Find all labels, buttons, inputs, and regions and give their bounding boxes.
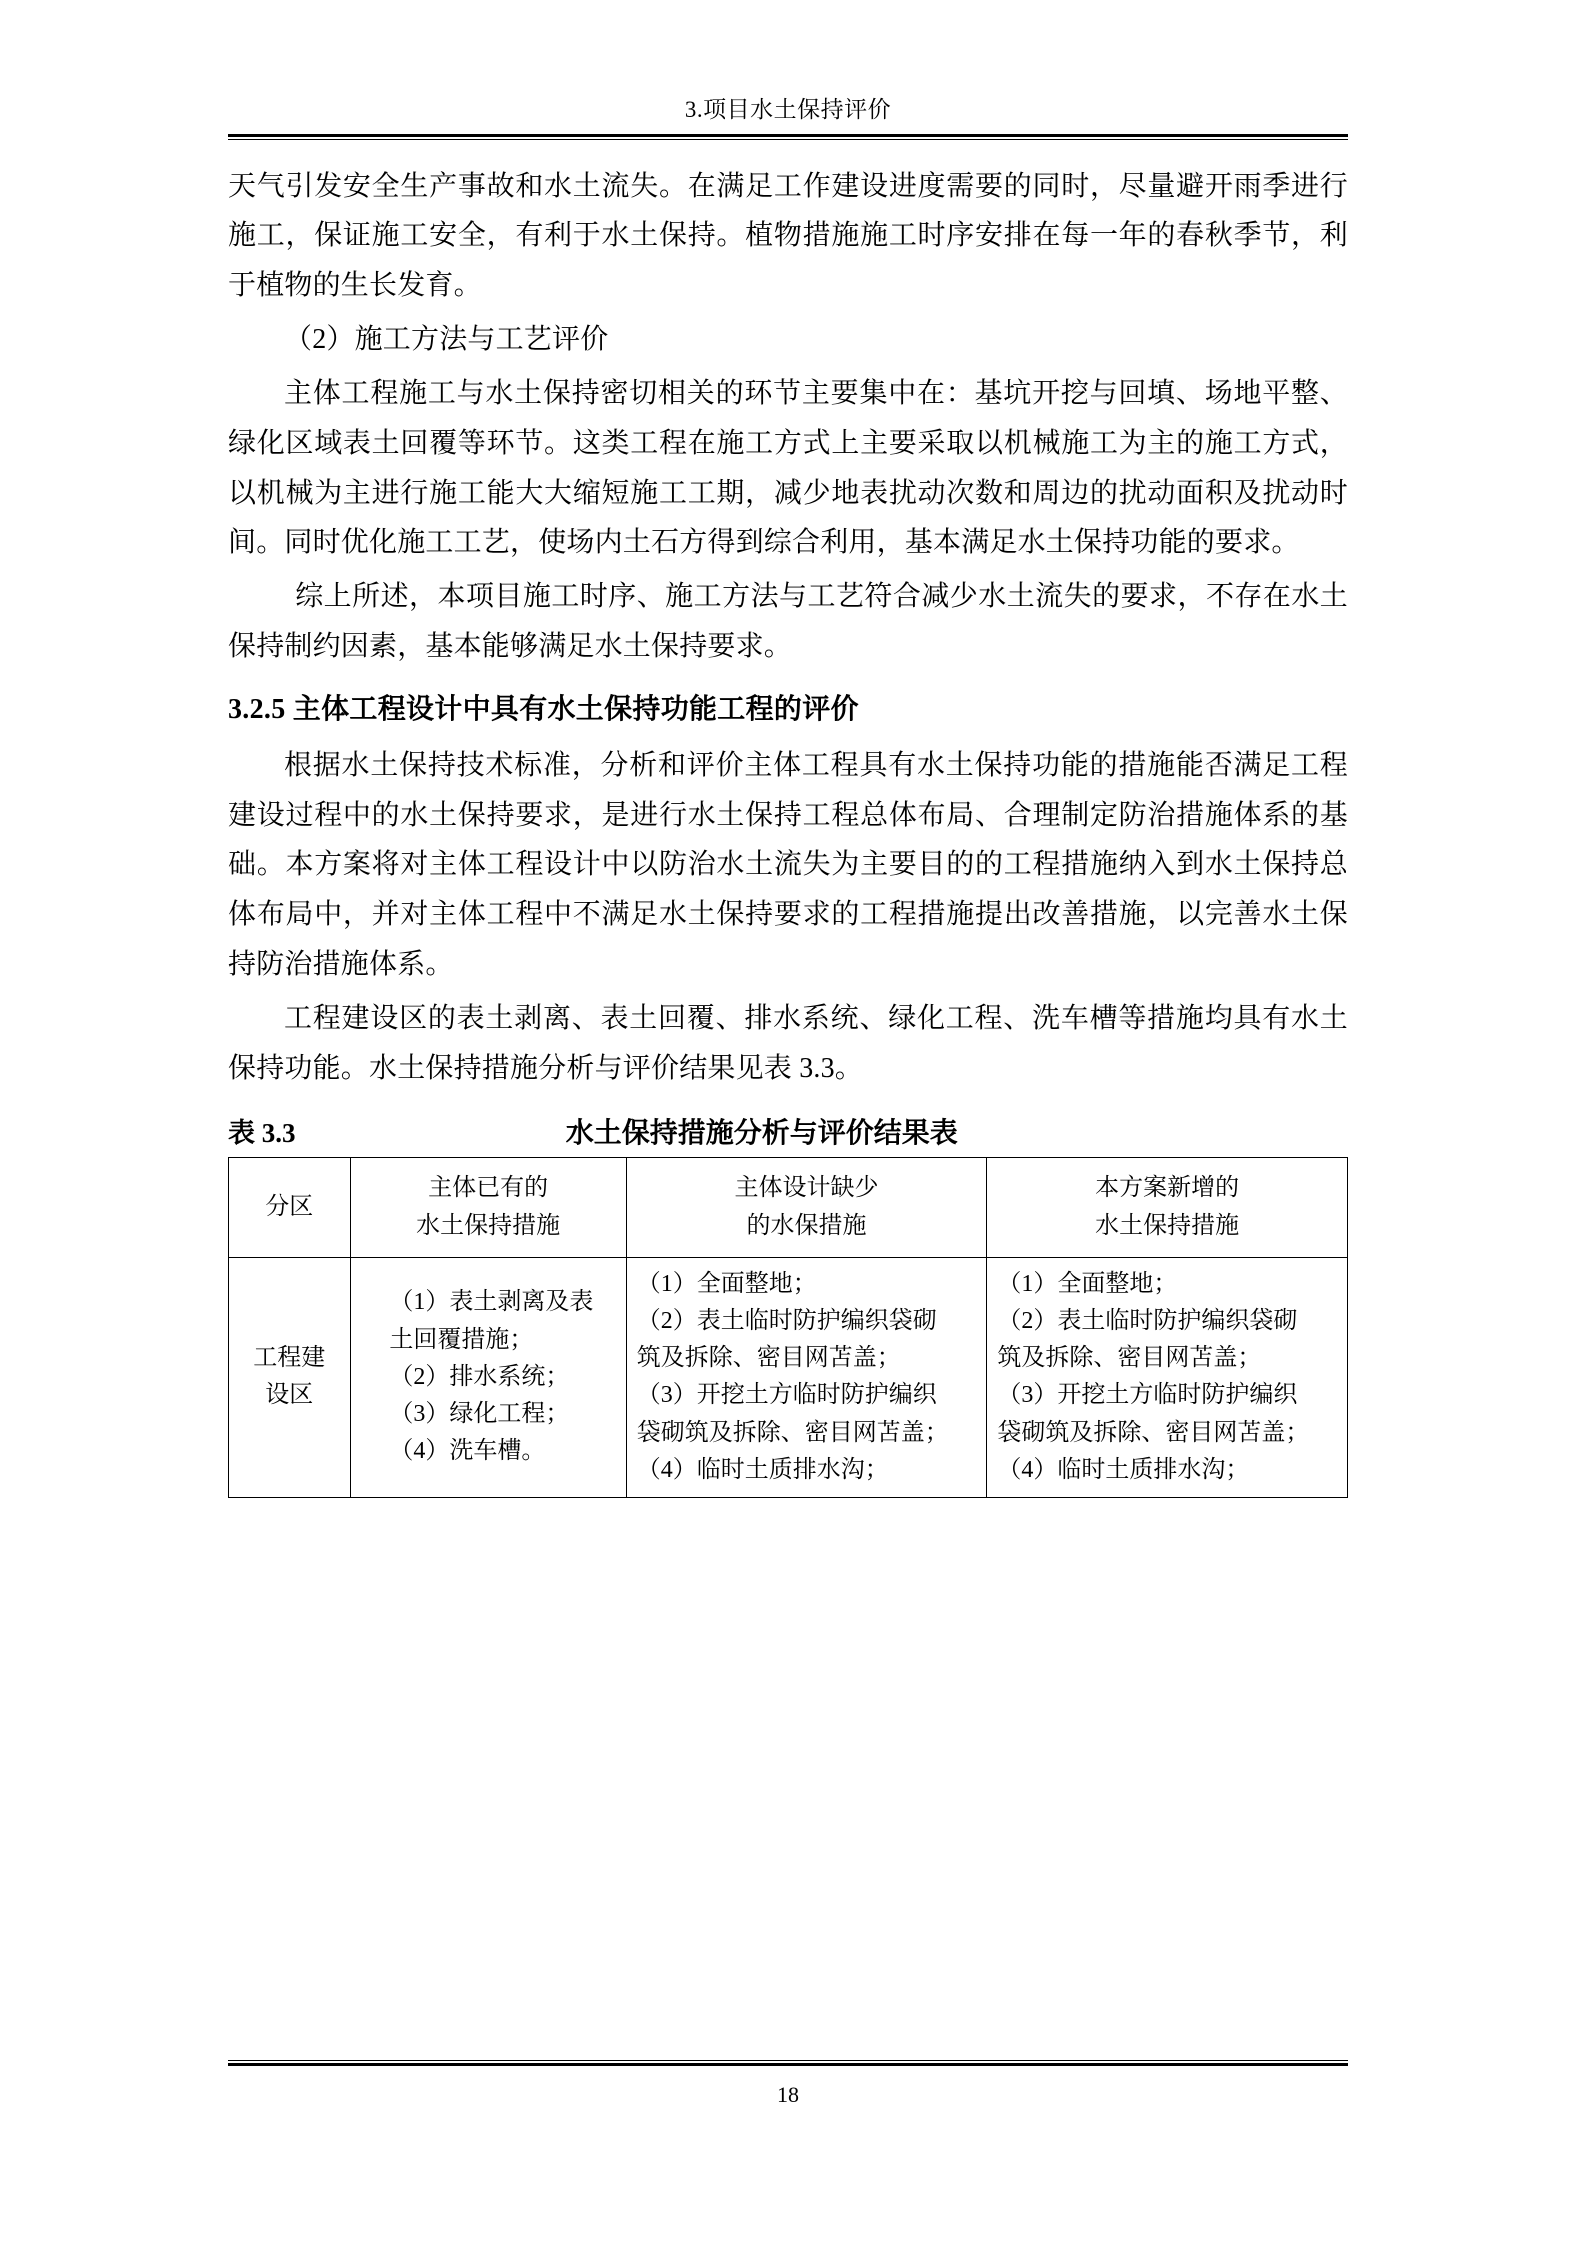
list-item: 袋砌筑及拆除、密目网苫盖； bbox=[636, 1419, 949, 1446]
table-caption bbox=[228, 1111, 1348, 1151]
zone-line-2: 设区 bbox=[265, 1382, 314, 1409]
header-line-1: 主体设计缺少 bbox=[734, 1175, 879, 1202]
table-caption-label: 表 3.3 bbox=[228, 1118, 296, 1149]
header-line-2: 水土保持措施 bbox=[1095, 1212, 1240, 1239]
paragraph-5: 根据水土保持技术标准，分析和评价主体工程具有水土保持功能的措施能否满足工程建设过程中的水土保持要求，是进行水土保持工程总体布局、合理制定防治措施体系的基础。本方案将对主体工程设计中以防治水土流失为主要目的的工程措施纳入到水土保持总体布局中，并对主体工程中不满足水土保持要求的工程措施提出改善措施，以完善水土保持防治措施体系。 bbox=[228, 749, 1348, 980]
list-item: 筑及拆除、密目网苫盖； bbox=[636, 1345, 901, 1372]
section-heading-3-2-5: 3.2.5 主体工程设计中具有水土保持功能工程的评价 bbox=[228, 693, 859, 725]
zone-line-1: 工程建 bbox=[253, 1345, 326, 1372]
paragraph-1: 天气引发安全生产事故和水土流失。在满足工作建设进度需要的同时，尽量避开雨季进行施工，保证施工安全，有利于水土保持。植物措施施工时序安排在每一年的春秋季节，利于植物的生长发育。 bbox=[228, 170, 1348, 302]
paragraph-3: 主体工程施工与水土保持密切相关的环节主要集中在：基坑开挖与回填、场地平整、绿化区域表土回覆等环节。这类工程在施工方式上主要采取以机械施工为主的施工方式，以机械为主进行施工能大大缩短施工工期，减少地表扰动次数和周边的扰动面积及扰动时间。同时优化施工工艺，使场内土石方得到综合利用，基本满足水土保持功能的要求。 bbox=[228, 377, 1348, 559]
list-item: （1）全面整地； bbox=[997, 1270, 1178, 1297]
running-header: 3.项目水土保持评价 bbox=[684, 97, 892, 122]
list-item: （1）表土剥离及表 bbox=[389, 1289, 594, 1316]
cell-added-measures bbox=[987, 1257, 1348, 1497]
list-item: （2）表土临时防护编织袋砌 bbox=[636, 1308, 937, 1335]
table-header-row bbox=[229, 1158, 1348, 1257]
list-item: （3）绿化工程； bbox=[389, 1401, 570, 1427]
list-item: （3）开挖土方临时防护编织 bbox=[636, 1382, 937, 1409]
cell-existing-measures bbox=[350, 1257, 626, 1497]
header-line-1: 主体已有的 bbox=[428, 1175, 549, 1202]
list-item: （4）洗车槽。 bbox=[389, 1438, 546, 1465]
header-line-1: 本方案新增的 bbox=[1095, 1175, 1240, 1202]
list-item: 筑及拆除、密目网苫盖； bbox=[997, 1345, 1262, 1372]
cell-missing-measures bbox=[626, 1257, 987, 1497]
page-footer bbox=[228, 2060, 1348, 2108]
header-rule-thin bbox=[228, 139, 1348, 140]
table-row bbox=[229, 1257, 1348, 1497]
page-number: 18 bbox=[777, 2082, 799, 2107]
header-line-1: 分区 bbox=[265, 1194, 314, 1221]
table-header-zone bbox=[229, 1158, 351, 1257]
table-header-existing bbox=[350, 1158, 626, 1257]
paragraph-6: 工程建设区的表土剥离、表土回覆、排水系统、绿化工程、洗车槽等措施均具有水土保持功能。水土保持措施分析与评价结果见表 3.3。 bbox=[228, 1002, 1348, 1084]
soil-conservation-measures-table bbox=[228, 1157, 1348, 1498]
paragraph-4: 综上所述，本项目施工时序、施工方法与工艺符合减少水土流失的要求，不存在水土保持制约因素，基本能够满足水土保持要求。 bbox=[228, 581, 1348, 663]
table-header-added bbox=[987, 1158, 1348, 1257]
list-item: （1）全面整地； bbox=[636, 1270, 817, 1297]
list-item: 土回覆措施； bbox=[389, 1326, 534, 1353]
cell-zone bbox=[229, 1257, 351, 1497]
page-content bbox=[228, 96, 1348, 1498]
list-item: （2）排水系统； bbox=[389, 1363, 570, 1390]
list-item: （4）临时土质排水沟； bbox=[636, 1456, 889, 1483]
paragraph-2-subheading: （2）施工方法与工艺评价 bbox=[284, 324, 609, 356]
table-caption-title: 水土保持措施分析与评价结果表 bbox=[565, 1118, 958, 1150]
list-item: （2）表土临时防护编织袋砌 bbox=[997, 1308, 1298, 1335]
header-line-2: 水土保持措施 bbox=[416, 1212, 561, 1239]
list-item: （4）临时土质排水沟； bbox=[997, 1456, 1250, 1483]
table-header-missing bbox=[626, 1158, 987, 1257]
footer-rule-thin bbox=[228, 2060, 1348, 2061]
footer-rule-thick bbox=[228, 2063, 1348, 2066]
list-item: （3）开挖土方临时防护编织 bbox=[997, 1382, 1298, 1409]
header-line-2: 的水保措施 bbox=[746, 1212, 867, 1239]
header-rule-thick bbox=[228, 134, 1348, 137]
list-item: 袋砌筑及拆除、密目网苫盖； bbox=[997, 1419, 1310, 1446]
